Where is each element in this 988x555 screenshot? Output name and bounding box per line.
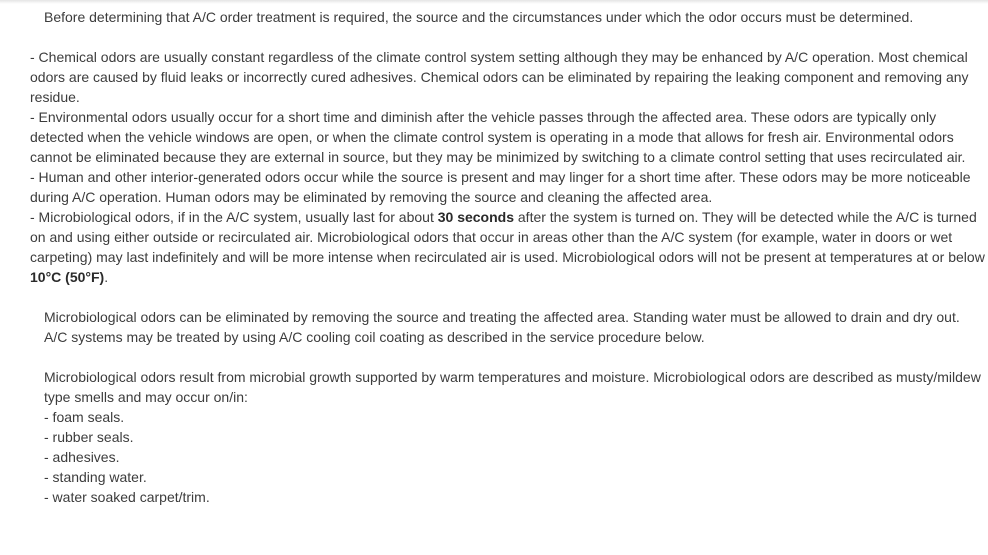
bullet-microbiological-odors	[30, 207, 985, 287]
list-item: - adhesives.	[44, 449, 120, 465]
micro-text-3: .	[104, 269, 109, 285]
bullet-chemical-odors: - Chemical odors are usually constant regardless of the climate control system setting although they may be enhanced by A/C operation. Most chemical odors are caused by fluid leaks or incorrectly cured adhesives. Chemical odors can be eliminated by repairing the leaking component and removing any residue.	[30, 49, 969, 105]
micro-text-1: - Microbiological odors, if in the A/C system, usually last for about	[30, 209, 438, 225]
list-item: - water soaked carpet/trim.	[44, 489, 210, 505]
top-shadow	[0, 0, 988, 4]
duration-value: 30 seconds	[437, 209, 514, 225]
document-body	[30, 7, 985, 507]
elimination-paragraph: Microbiological odors can be eliminated by removing the source and treating the affected area. Standing water must be allowed to drain and dry out. A/C systems may be treated by using A/C cooling coil coating as described in the service procedure below.	[44, 309, 960, 345]
micro-text-2: after the system is turned on. They will be detected while the A/C is turned on and using either outside or recirculated air. Microbiological odors that occur in areas other than the A/C system (for example, water in doors or wet carpeting) may last indefinitely and will be more intense when recirculated air is used. Microbiological odors will not be present at temperatures at or below	[30, 209, 985, 265]
list-item: - rubber seals.	[44, 429, 134, 445]
list-item: - foam seals.	[44, 409, 125, 425]
intro-paragraph: Before determining that A/C order treatment is required, the source and the circumstances under which the odor occurs must be determined.	[44, 9, 914, 25]
odor-locations-list	[30, 407, 985, 507]
bullet-environmental-odors: - Environmental odors usually occur for a short time and diminish after the vehicle passes through the affected area. These odors are typically only detected when the vehicle windows are open, or when the climate control system is operating in a mode that allows for fresh air. Environmental odors cannot be eliminated because they are external in source, but they may be minimized by switching to a climate control setting that uses recirculated air.	[30, 109, 966, 165]
temperature-value: 10°C (50°F)	[30, 269, 105, 285]
spacer	[30, 27, 985, 47]
list-item: - standing water.	[44, 469, 147, 485]
spacer	[30, 347, 985, 367]
spacer	[30, 287, 985, 307]
bullet-human-odors: - Human and other interior-generated odors occur while the source is present and may linger for a short time after. These odors may be more noticeable during A/C operation. Human odors may be eliminated by removing the source and cleaning the affected area.	[30, 169, 971, 205]
growth-paragraph: Microbiological odors result from microbial growth supported by warm temperatures and moisture. Microbiological odors are described as musty/mildew type smells and may occur on/in:	[44, 369, 981, 405]
